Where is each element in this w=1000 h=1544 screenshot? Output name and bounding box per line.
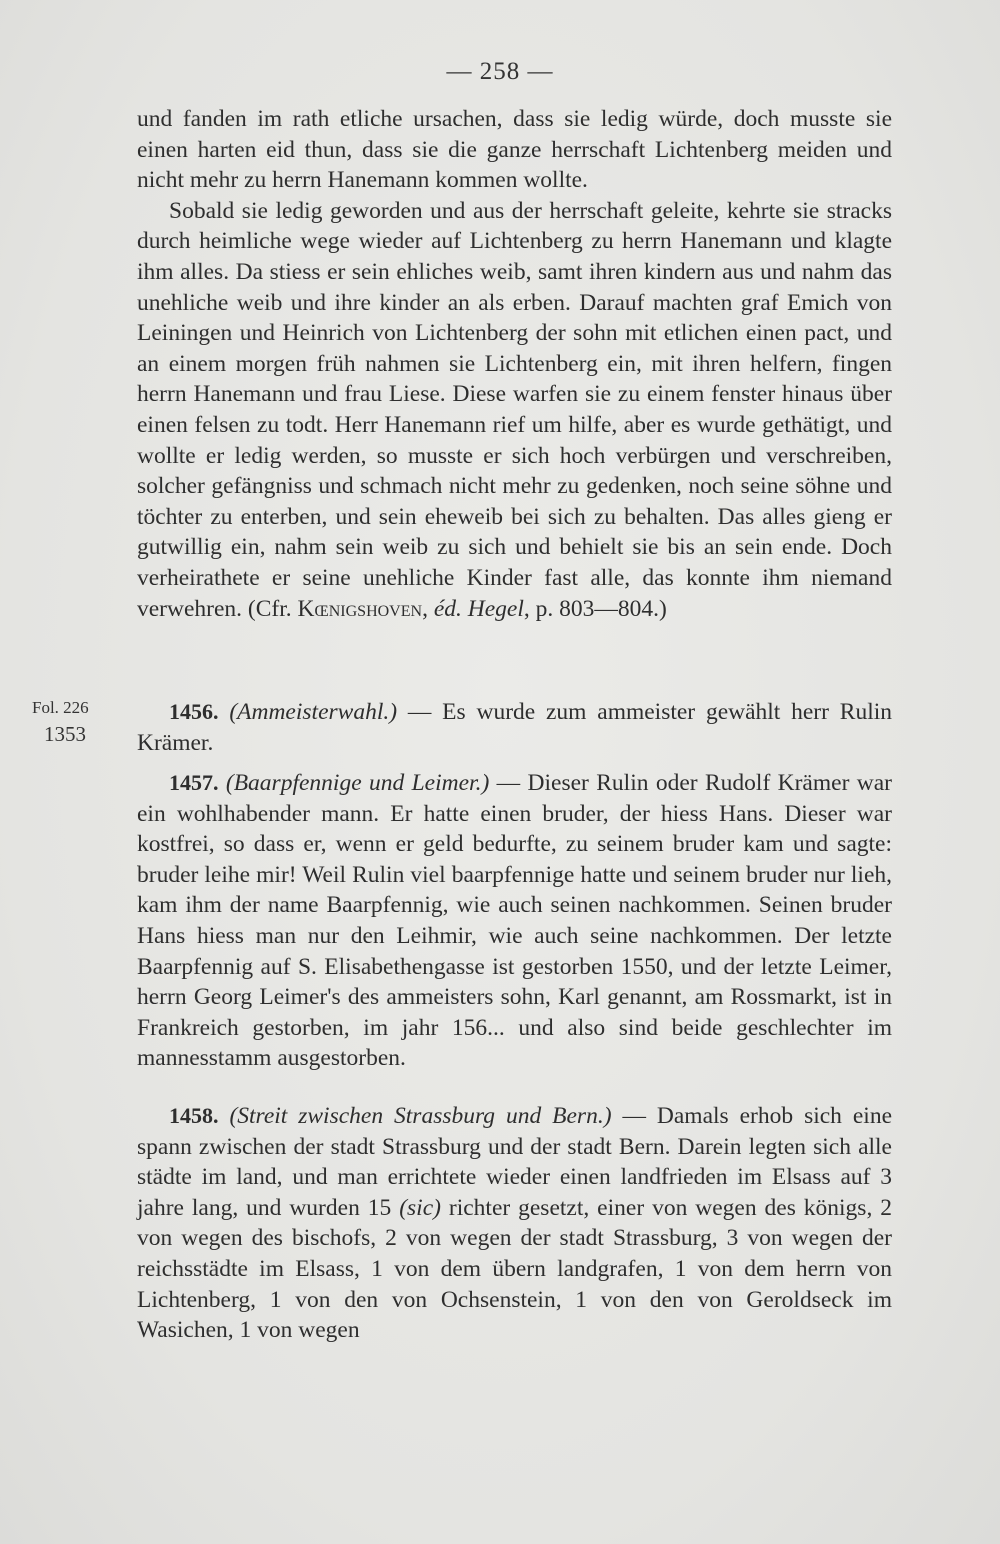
paragraph-lichtenberg-text: Sobald sie ledig geworden und aus der herrschaft geleite, kehrte sie stracks durch heimliche wege wieder auf Lichtenberg zu herrn Hanemann und klagte ihm alles. Da stiess er sein ehliches weib, samt ihren kindern aus und nahm das unehliche weib und ihre kinder an als erben. Darauf machten graf Emich von Leiningen und Heinrich von Lichtenberg der sohn mit etlichen einen pact, und an einem morgen früh nahmen sie Lichtenberg ein, mit ihren helfern, fingen herrn Hanemann und frau Liese. Diese warfen sie zu einem fenster hinaus über einen felsen zu todt. Herr Hanemann rief um hilfe, aber es wurde gethätigt, und wollte er ledig werden, so musste er sich hoch verbürgen und verschreiben, solcher gefängniss und schmach nicht mehr zu gedenken, noch seine söhne und töchter zu enterben, und sein eheweib bei sich zu behalten. Das alles gieng er gutwillig ein, nahm sein weib zu sich und behielt sie bis an sein ende. Doch verheirathete er seine unehliche Kinder fast alle, das konnte ihm niemand verwehren.: [137, 197, 892, 622]
entry-number: 1457.: [169, 770, 219, 795]
entry-text: — Damals erhob sich eine spann zwischen der stadt Strassburg und der stadt Bern. Darein legten sich alle städte im land, und man errichtete wieder einen landfrieden im Elsass auf 3 jahre lang, und wurden 15: [137, 1103, 892, 1221]
entry-1457-paragraph: [137, 768, 892, 1074]
citation-pages: , p. 803—804.): [523, 595, 667, 622]
citation-sep: ,: [422, 595, 434, 622]
entry-1456: [137, 697, 892, 758]
citation: [248, 596, 667, 622]
entry-1458-paragraph: [137, 1101, 892, 1346]
margin-year: 1353: [44, 722, 86, 746]
entry-title: (Baarpfennige und Leimer.): [225, 770, 490, 796]
entry-text: — Es wurde zum ammeister gewählt herr Rulin Krämer.: [137, 699, 892, 756]
margin-folio: Fol. 226: [32, 698, 89, 717]
sic-note: (sic): [399, 1194, 441, 1221]
entry-number: 1456.: [169, 699, 219, 724]
entry-1457: [137, 768, 892, 1074]
citation-author: Kœnigshoven: [297, 595, 423, 622]
paragraph-lichtenberg: [137, 196, 892, 624]
entry-title: (Ammeisterwahl.): [229, 699, 398, 725]
body-text-top: [137, 104, 892, 624]
paragraph-continuation: und fanden im rath etliche ursachen, dass sie ledig würde, doch musste sie einen harten eid thun, dass sie die ganze herrschaft Lichtenberg meiden und nicht mehr zu herrn Hanemann kommen wollte.: [137, 106, 892, 194]
entry-text-cont: richter gesetzt, einer von wegen des königs, 2 von wegen des bischofs, 2 von wegen der stadt Strassburg, 3 von wegen der reichsstädte im Elsass, 1 von dem übern landgrafen, 1 von dem herrn von Lichtenberg, 1 von den von Ochsenstein, 1 von den von Geroldseck im Wasichen, 1 von wegen: [137, 1194, 892, 1344]
entry-text: — Dieser Rulin oder Rudolf Krämer war ein wohlhabender mann. Er hatte einen bruder, der hiess Hans. Dieser war kostfrei, so dass er, wenn er geld bedurfte, zu seinem bruder kam und sagte: bruder leihe mir! Weil Rulin viel baarpfennige hatte und seinem bruder nur lieh, kam ihm der name Baarpfennig, wie auch seinen nachkommen. Seinen bruder Hans hiess man nur den Leihmir, wie auch seine nachkommen. Der letzte Baarpfennig auf S. Elisabethengasse ist gestorben 1550, und der letzte Leimer, herrn Georg Leimer's des ammeisters sohn, Karl genannt, am Rossmarkt, ist in Frankreich gestorben, im jahr 156... und also sind beide geschlechter im mannesstamm ausgestorben.: [137, 770, 892, 1072]
citation-open: (Cfr.: [247, 595, 298, 622]
entry-1458: [137, 1101, 892, 1346]
page-number: — 258 —: [446, 58, 554, 85]
entry-1456-paragraph: [137, 697, 892, 758]
entry-title: (Streit zwischen Strassburg und Bern.): [229, 1103, 612, 1129]
citation-edition: éd. Hegel: [433, 595, 524, 622]
entry-number: 1458.: [169, 1103, 219, 1128]
